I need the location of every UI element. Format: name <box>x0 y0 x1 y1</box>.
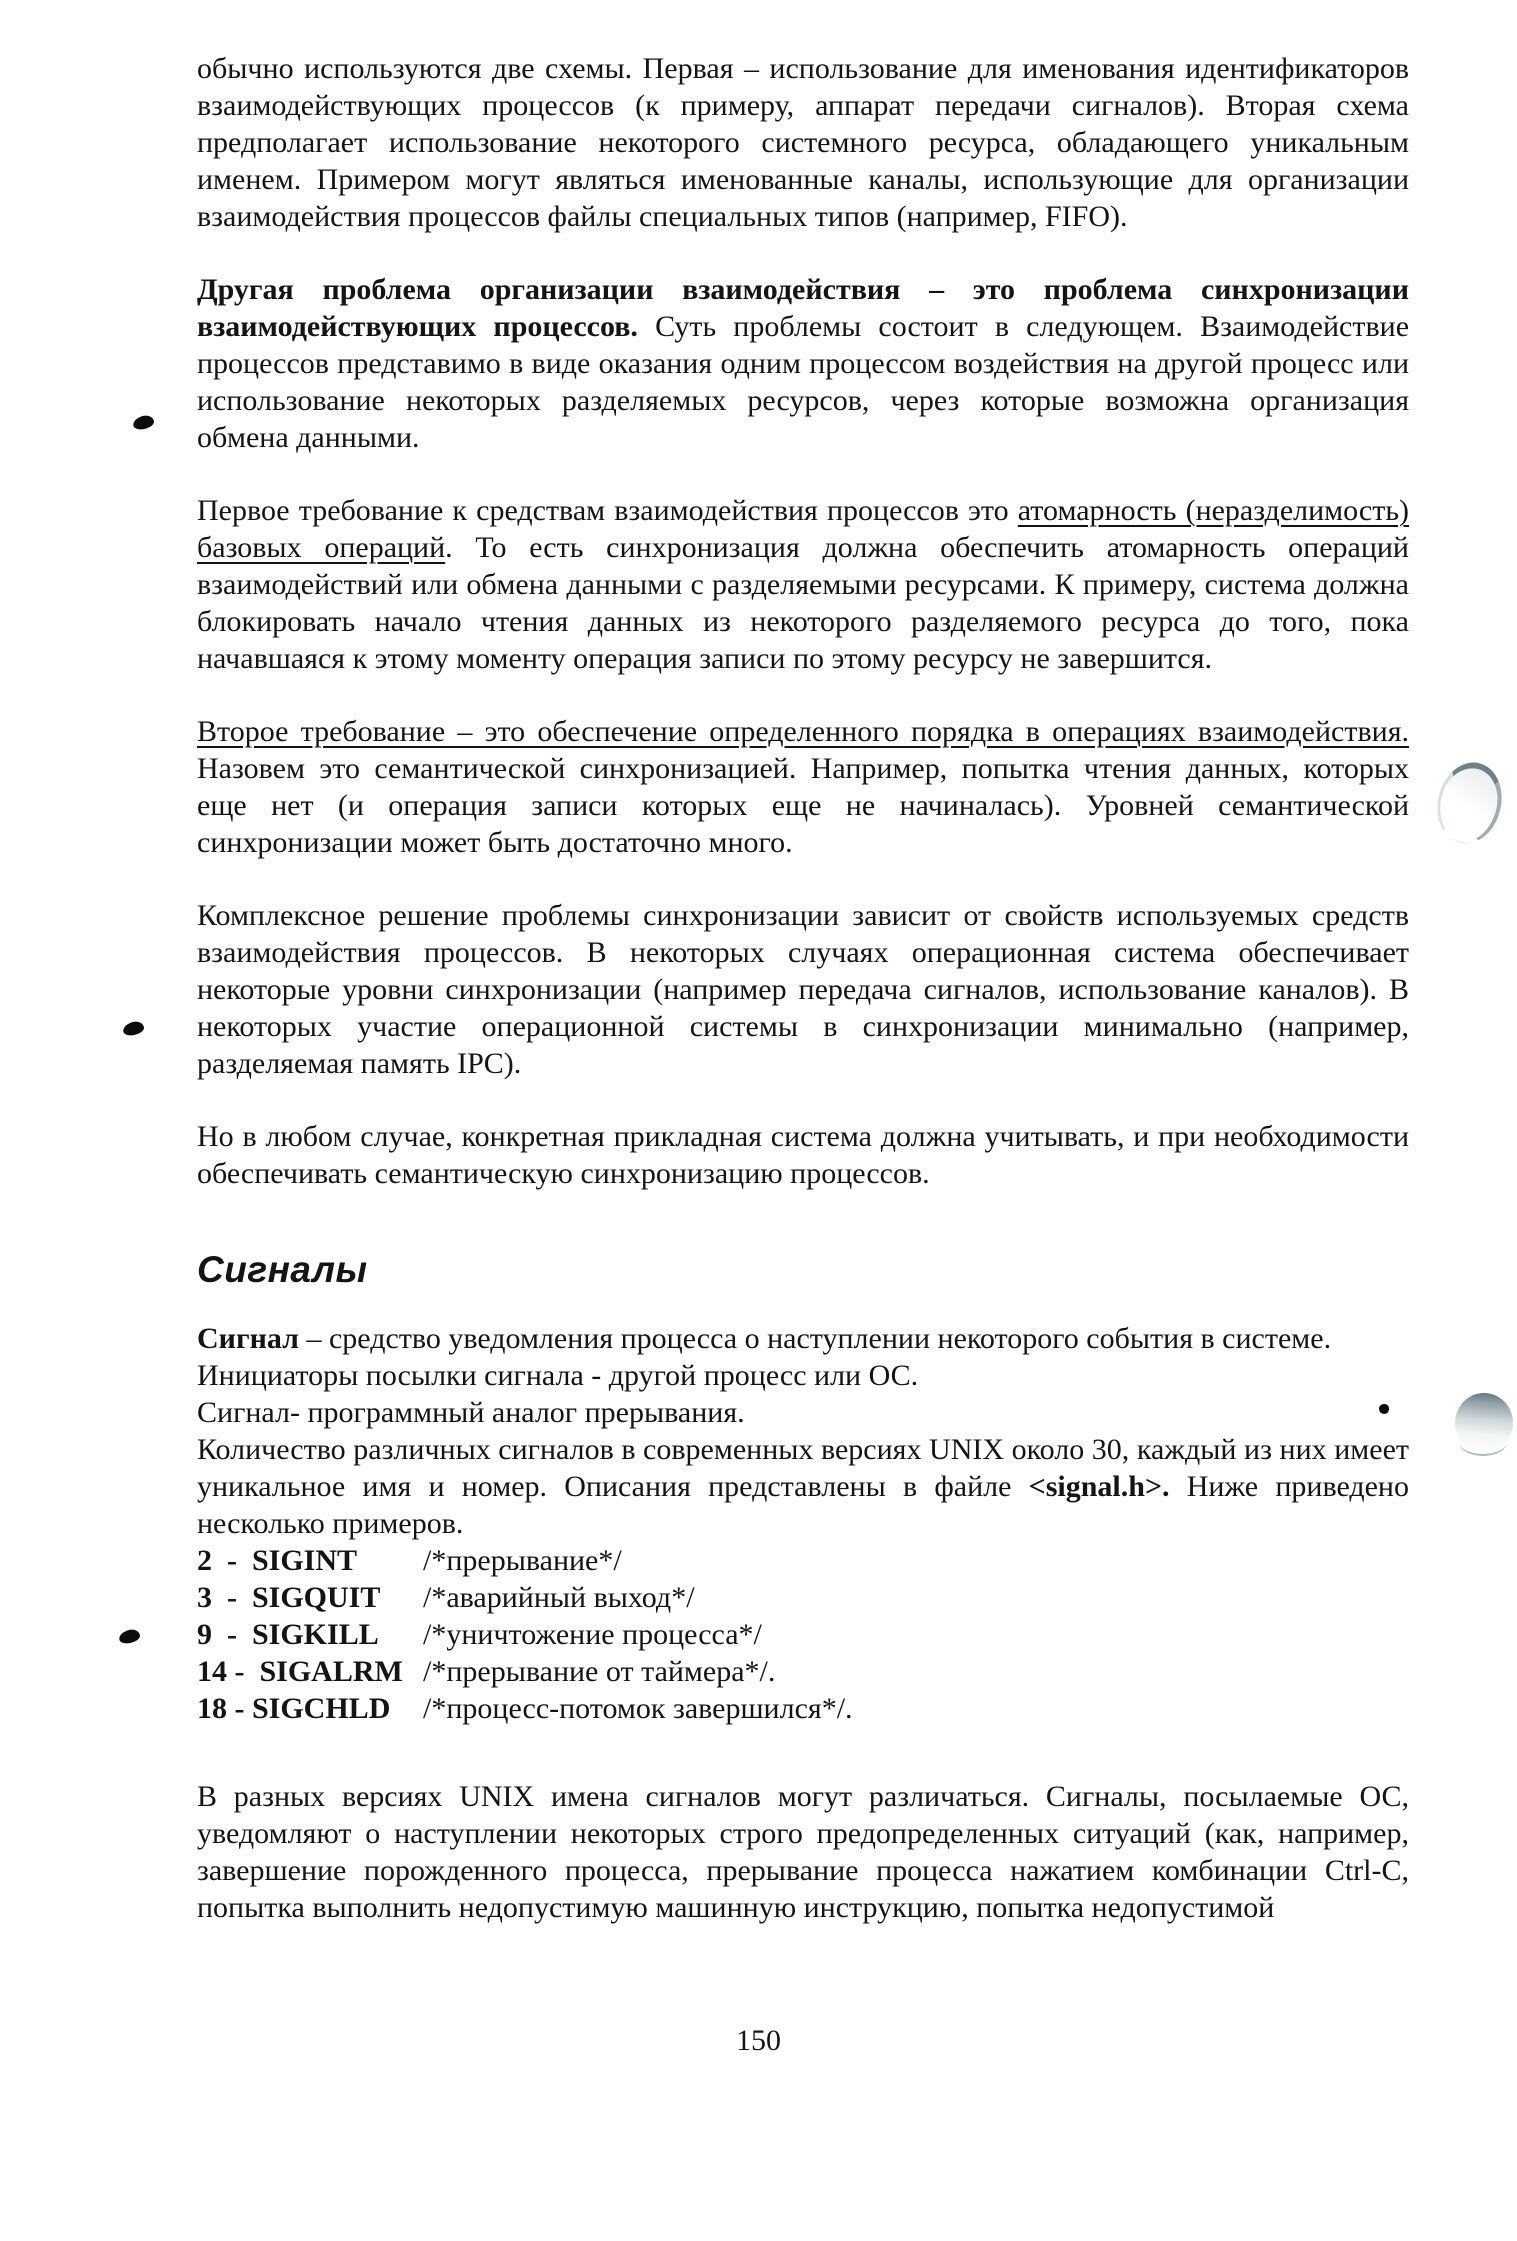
paragraph-text: . То есть синхронизация должна обеспечить атомарность операций взаимодействий или обмена данными с разделяемыми ресурсами. К примеру, система должна блокировать начало чтения данных из некоторого разделяемого ресурса до того, пока начавшаяся к этому моменту операция записи по этому ресурсу не завершится. <box>197 531 1409 675</box>
paragraph-text: В разных версиях UNIX имена сигналов могут различаться. Сигналы, посылаемые ОС, уведомляют о наступлении некоторых строго предопределенных ситуаций (как, например, завершение порожденного процесса, прерывание процесса нажатием комбинации Ctrl-C, попытка выполнить недопустимую машинную инструкцию, попытка недопустимой <box>197 1780 1409 1924</box>
bold-signal-h-file: <signal.h>. <box>1028 1470 1170 1503</box>
signal-number-name: 3 - SIGQUIT <box>197 1581 381 1614</box>
signal-row <box>197 1616 1409 1653</box>
signal-row <box>197 1579 1409 1616</box>
body-text <box>197 50 1409 1926</box>
signal-comment: /*аварийный выход*/ <box>423 1581 695 1614</box>
margin-ink-mark-1 <box>132 414 155 430</box>
paragraph-text: Суть проблемы состоит в следующем. Взаимодействие процессов представимо в виде оказания одним процессом воздействия на другой процесс или использование некоторых разделяемых ресурсов, через которые возможна организация обмена данными. <box>197 310 1410 454</box>
paragraph-unix-signal-names <box>197 1778 1409 1926</box>
paragraph-text: Но в любом случае, конкретная прикладная система должна учитывать, и при необходимости обеспечивать семантическую синхронизацию процессов. <box>197 1120 1409 1190</box>
paragraph-application-note <box>197 1118 1409 1192</box>
scan-artifact-ball-shadow <box>1459 1428 1507 1456</box>
paragraph-second-requirement <box>197 713 1409 861</box>
page-number: 150 <box>736 2024 781 2057</box>
paragraph-text: Комплексное решение проблемы синхронизации зависит от свойств используемых средств взаимодействия процессов. В некоторых случаях операционная система обеспечивает некоторые уровни синхронизации (например передача сигналов, использование каналов). В некоторых участие операционной системы в синхронизации минимально (например, разделяемая память IPC). <box>197 899 1409 1080</box>
paragraph-first-requirement <box>197 492 1409 677</box>
paragraph-text: Первое требование к средствам взаимодействия процессов это <box>197 494 1018 527</box>
paragraph-naming-schemes <box>197 50 1409 235</box>
signal-comment: /*процесс-потомок завершился*/. <box>423 1692 853 1725</box>
signal-number-name: 14 - SIGALRM <box>197 1655 403 1688</box>
paragraph-signal-definition <box>197 1320 1409 1542</box>
signal-initiators-line: Инициаторы посылки сигнала - другой процесс или ОС. <box>197 1359 919 1392</box>
margin-ink-mark-3 <box>118 1628 141 1644</box>
signal-comment: /*уничтожение процесса*/ <box>423 1618 762 1651</box>
signal-definition-line <box>197 1320 1409 1357</box>
signal-count-text <box>197 1431 1409 1542</box>
signal-row <box>197 1690 1409 1727</box>
signal-number-name: 9 - SIGKILL <box>197 1618 379 1651</box>
bold-lead-sentence: Другая проблема организации взаимодействия – это проблема синхронизации взаимодействующих процессов. <box>197 273 1409 343</box>
paragraph-text: Назовем это семантической синхронизацией. Например, попытка чтения данных, которых еще нет (и операция записи которых еще не начиналась). Уровней семантической синхронизации может быть достаточно много. <box>197 752 1409 859</box>
signal-list <box>197 1542 1409 1727</box>
line-text: Ниже приведено несколько примеров. <box>197 1470 1409 1540</box>
margin-ink-mark-2 <box>122 1020 145 1036</box>
line-text: – средство уведомления процесса о наступлении некоторого события в системе. <box>298 1322 1332 1355</box>
underlined-phrase-ordering: Второе требование – это обеспечение определенного порядка в операциях взаимодействия. <box>197 715 1409 748</box>
scan-artifact-crescent <box>1429 756 1510 851</box>
signal-row <box>197 1542 1409 1579</box>
signal-analog-line: Сигнал- программный аналог прерывания. <box>197 1396 745 1429</box>
underlined-phrase-atomicity: атомарность (неразделимость) базовых операций <box>197 494 1409 564</box>
section-heading-signals: Сигналы <box>197 1249 368 1290</box>
signal-comment: /*прерывание*/ <box>423 1544 622 1577</box>
paragraph-complex-solution <box>197 897 1409 1082</box>
signal-number-name: 18 - SIGCHLD <box>197 1692 391 1725</box>
signal-row <box>197 1653 1409 1690</box>
bold-term-signal: Сигнал <box>197 1322 299 1355</box>
line-text: Количество различных сигналов в современных версиях UNIX около 30, каждый из них имеет уникальное имя и номер. Описания представлены в файле <box>197 1433 1409 1503</box>
paragraph-text: обычно используются две схемы. Первая – использование для именования идентификаторов взаимодействующих процессов (к примеру, аппарат передачи сигналов). Вторая схема предполагает использование некоторого системного ресурса, обладающего уникальным именем. Примером могут являться именованные каналы, использующие для организации взаимодействия процессов файлы специальных типов (например, FIFO). <box>197 52 1409 233</box>
paragraph-sync-problem <box>197 271 1409 456</box>
signal-number-name: 2 - SIGINT <box>197 1544 358 1577</box>
signal-comment: /*прерывание от таймера*/. <box>423 1655 776 1688</box>
